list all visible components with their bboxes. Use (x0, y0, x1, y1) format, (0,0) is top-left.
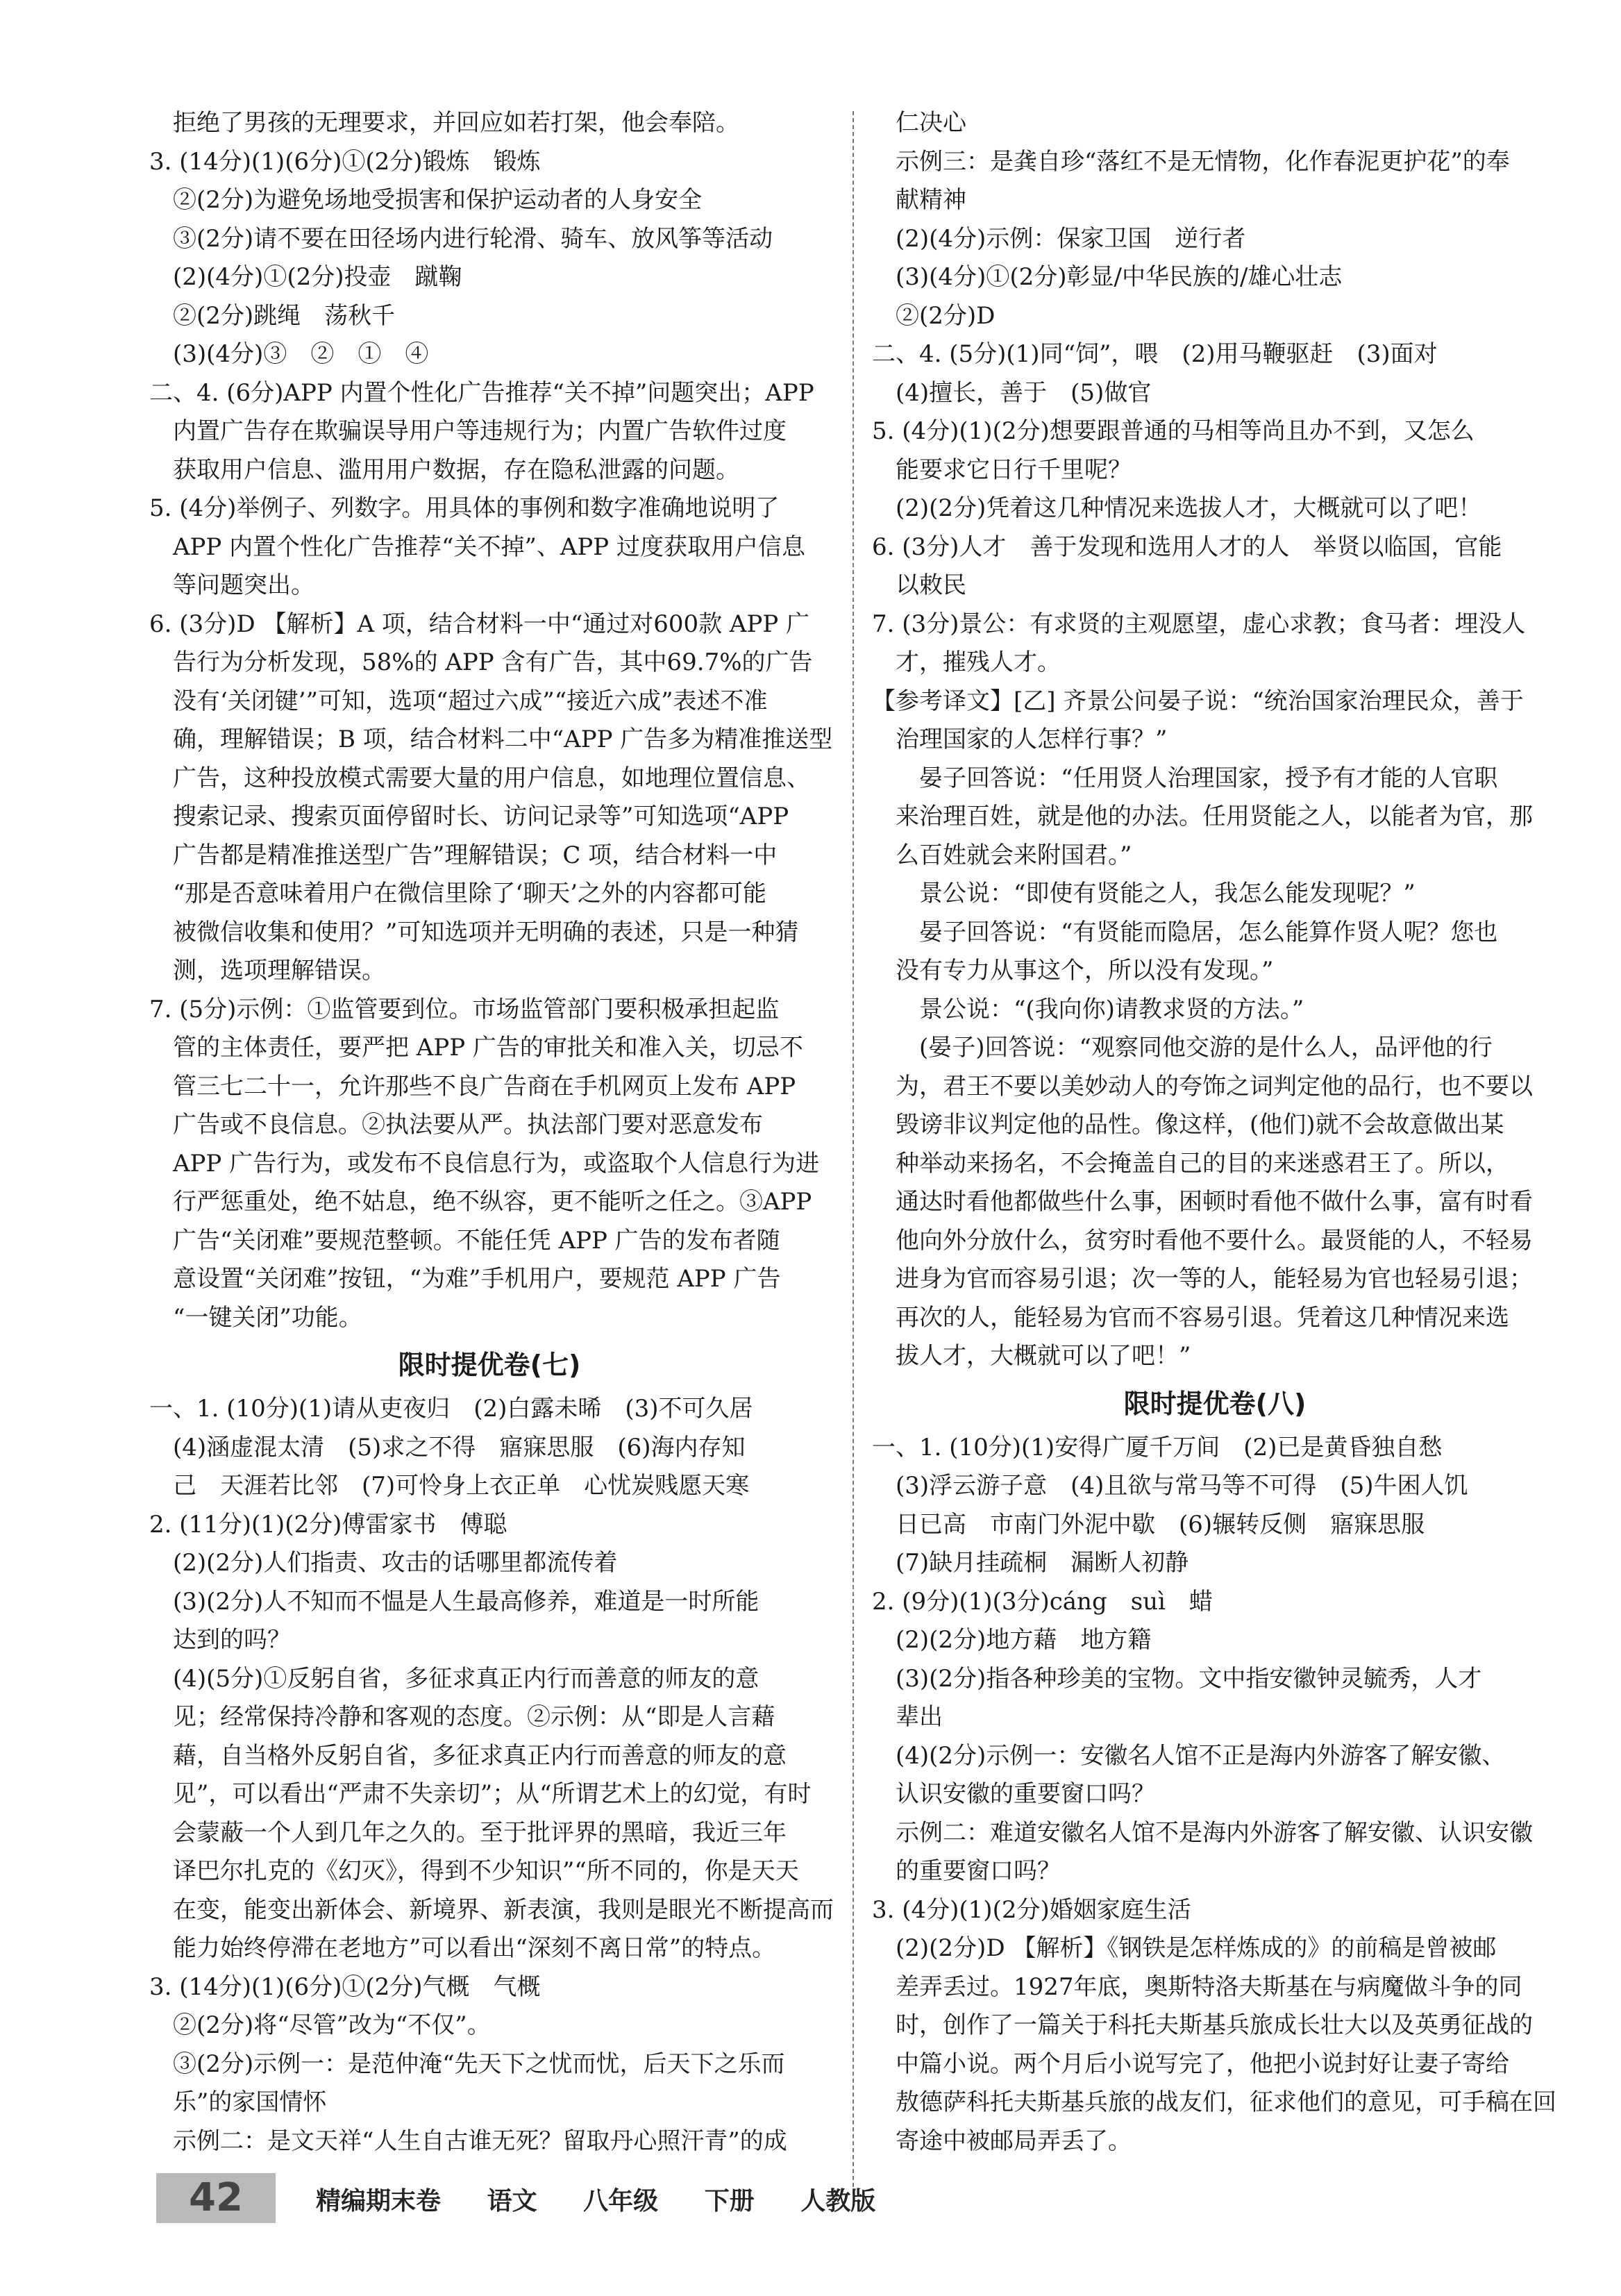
text-line: 乐”的家国情怀 (173, 2088, 327, 2116)
text-line: 寄途中被邮局弄丢了。 (896, 2127, 1132, 2155)
text-line: 内置广告存在欺骗误导用户等违规行为；内置广告软件过度 (173, 417, 787, 445)
text-line: 的重要窗口吗？ (896, 1857, 1061, 1885)
text-line: (3)(2分)指各种珍美的宝物。文中指安徽钟灵毓秀，人才 (896, 1664, 1482, 1693)
text-line: 【参考译文】[乙] 齐景公问晏子说：“统治国家治理民众，善于 (872, 687, 1524, 715)
text-line: 时，创作了一篇关于科托夫斯基兵旅成长壮大以及英勇征战的 (896, 2011, 1533, 2039)
text-line: 差弄丢过。1927年底，奥斯特洛夫斯基在与病魔做斗争的同 (896, 1972, 1522, 2001)
text-line: 6. (3分)D 【解析】A 项，结合材料一中“通过对600款 APP 广 (149, 610, 810, 638)
term: 下册 (704, 2187, 755, 2215)
text-line: 5. (4分)举例子、列数字。用具体的事例和数字准确地说明了 (149, 494, 780, 522)
text-line: 日已高 市南门外泥中歇 (6)辗转反侧 寤寐思服 (896, 1510, 1425, 1539)
text-line: 见”，可以看出“严肃不失亲切”；从“所谓艺术上的幻觉，有时 (173, 1780, 812, 1808)
text-line: (7)缺月挂疏桐 漏断人初静 (896, 1549, 1189, 1577)
text-line: 敖德萨科托夫斯基兵旅的战友们，征求他们的意见，可手稿在回 (896, 2088, 1556, 2116)
text-line: (2)(2分)D 【解析】《钢铁是怎样炼成的》的前稿是曾被邮 (896, 1934, 1497, 1962)
text-line: 仁决心 (896, 109, 966, 137)
column-divider (853, 111, 854, 2194)
text-line: 进身为官而容易引退；次一等的人，能轻易为官也轻易引退； (896, 1265, 1533, 1293)
text-line: 中篇小说。两个月后小说写完了，他把小说封好让妻子寄给 (896, 2050, 1509, 2078)
text-line: 为，君王不要以美妙动人的夸饰之词判定他的品行，也不要以 (896, 1072, 1533, 1100)
text-line: 献精神 (896, 186, 966, 214)
text-line: 种举动来扬名，不会掩盖自己的目的来迷惑君王了。所以， (896, 1149, 1509, 1178)
text-line: 以敕民 (896, 571, 966, 599)
text-line: 2. (9分)(1)(3分)cáng suì 蜡 (872, 1587, 1213, 1616)
text-line: (3)(4分)③ ② ① ④ (173, 340, 429, 368)
text-line: “那是否意味着用户在微信里除了‘聊天’之外的内容都可能 (173, 880, 766, 907)
text-line: ②(2分)D (896, 301, 996, 330)
text-line: 7. (5分)示例：①监管要到位。市场监管部门要积极承担起监 (149, 995, 780, 1023)
text-line: 辈出 (896, 1703, 943, 1731)
text-line: (3)(2分)人不知而不愠是人生最高修养，难道是一时所能 (173, 1587, 759, 1616)
grade: 八年级 (583, 2187, 659, 2215)
text-line: 译巴尔扎克的《幻灭》，得到不少知识”“所不同的，你是天天 (173, 1857, 799, 1885)
text-line: 在变，能变出新体会、新境界、新表演，我则是眼光不断提高而 (173, 1895, 834, 1924)
text-line: 藉，自当格外反躬自省，多征求真正内行而善意的师友的意 (173, 1741, 787, 1770)
text-line: 认识安徽的重要窗口吗？ (896, 1780, 1155, 1808)
text-line: (4)(5分)①反躬自省，多征求真正内行而善意的师友的意 (173, 1664, 759, 1693)
text-line: 没有专力从事这个，所以没有发现。” (896, 957, 1274, 984)
text-line: 能要求它日行千里呢？ (896, 455, 1132, 484)
section-title: 限时提优卷(七) (398, 1350, 581, 1380)
text-line: 示例三：是龚自珍“落红不是无情物，化作春泥更护花”的奉 (896, 147, 1510, 176)
footer-book-info (316, 2181, 896, 2217)
text-line: ②(2分)跳绳 荡秋千 (173, 301, 396, 330)
text-line: (2)(4分)示例：保家卫国 逆行者 (896, 224, 1246, 253)
text-line: APP 广告行为，或发布不良信息行为，或盗取个人信息行为进 (173, 1149, 820, 1178)
text-line: 晏子回答说：“有贤能而隐居，怎么能算作贤人呢？您也 (919, 918, 1498, 946)
text-line: ③(2分)示例一：是范仲淹“先天下之忧而忧，后天下之乐而 (173, 2050, 785, 2078)
text-line: 来治理百姓，就是他的办法。任用贤能之人，以能者为官，那 (896, 803, 1533, 830)
text-line: 一、1. (10分)(1)请从吏夜归 (2)白露未晞 (3)不可久居 (149, 1395, 753, 1423)
text-line: 拔人才，大概就可以了吧！” (896, 1342, 1191, 1370)
text-line: 5. (4分)(1)(2分)想要跟普通的马相等尚且办不到，又怎么 (872, 417, 1475, 445)
text-line: 他向外分放什么，贫穷时看他不要什么。最贤能的人，不轻易 (896, 1226, 1533, 1255)
text-line: 才，摧残人才。 (896, 648, 1061, 676)
text-line: 7. (3分)景公：有求贤的主观愿望，虚心求教；食马者：埋没人 (872, 610, 1526, 638)
text-line: 广告，这种投放模式需要大量的用户信息，如地理位置信息、 (173, 764, 810, 792)
page-footer (156, 2173, 885, 2225)
text-line: (3)(4分)①(2分)彰显/中华民族的/雄心壮志 (896, 263, 1343, 291)
text-line: 广告“关闭难”要规范整顿。不能任凭 APP 广告的发布者随 (173, 1226, 780, 1255)
text-line: 3. (14分)(1)(6分)①(2分)锻炼 锻炼 (149, 147, 541, 176)
text-line: 获取用户信息、滥用用户数据，存在隐私泄露的问题。 (173, 455, 739, 484)
text-line: 景公说：“即使有贤能之人，我怎么能发现呢？” (919, 880, 1416, 907)
text-line: 毁谤非议判定他的品性。像这样，(他们)就不会故意做出某 (896, 1111, 1504, 1139)
text-line: 被微信收集和使用？”可知选项并无明确的表述，只是一种猜 (173, 918, 799, 946)
text-line: 广告或不良信息。②执法要从严。执法部门要对恶意发布 (173, 1111, 763, 1139)
text-line: 拒绝了男孩的无理要求，并回应如若打架，他会奉陪。 (173, 109, 739, 137)
text-line: 2. (11分)(1)(2分)傅雷家书 傅聪 (149, 1510, 507, 1539)
text-line: 己 天涯若比邻 (7)可怜身上衣正单 心忧炭贱愿天寒 (173, 1472, 750, 1500)
text-line: 管三七二十一，允许那些不良广告商在手机网页上发布 APP (173, 1072, 796, 1100)
text-line: 二、4. (6分)APP 内置个性化广告推荐“关不掉”问题突出；APP (149, 378, 814, 407)
text-line: (4)擅长，善于 (5)做官 (896, 378, 1152, 407)
text-line: 再次的人，能轻易为官而不容易引退。凭着这几种情况来选 (896, 1303, 1509, 1332)
text-line: 告行为分析发现，58%的 APP 含有广告，其中69.7%的广告 (173, 648, 813, 676)
text-line: 3. (14分)(1)(6分)①(2分)气概 气概 (149, 1972, 541, 2001)
text-line: 示例二：难道安徽名人馆不是海内外游客了解安徽、认识安徽 (896, 1818, 1533, 1847)
page-number: 42 (156, 2173, 276, 2223)
text-line: 能力始终停滞在老地方”可以看出“深刻不离日常”的特点。 (173, 1934, 776, 1962)
text-line: 6. (3分)人才 善于发现和选用人才的人 举贤以临国，官能 (872, 533, 1502, 561)
text-line: 测，选项理解错误。 (173, 957, 385, 984)
text-line: (2)(2分)人们指责、攻击的话哪里都流传着 (173, 1549, 618, 1577)
text-line: 达到的吗？ (173, 1626, 291, 1654)
text-line: 等问题突出。 (173, 571, 314, 599)
text-line: APP 内置个性化广告推荐“关不掉”、APP 过度获取用户信息 (173, 533, 805, 561)
text-line: 广告都是精准推送型广告”理解错误；C 项，结合材料一中 (173, 841, 778, 869)
edition: 人教版 (800, 2187, 876, 2215)
text-line: (2)(4分)①(2分)投壶 蹴鞠 (173, 263, 462, 291)
text-line: 行严惩重处，绝不姑息，绝不纵容，更不能听之任之。③APP (173, 1188, 812, 1216)
text-line: 确，理解错误；B 项，结合材料二中“APP 广告多为精准推送型 (173, 726, 833, 753)
text-line: ②(2分)为避免场地受损害和保护运动者的人身安全 (173, 186, 703, 214)
section-title: 限时提优卷(八) (1123, 1388, 1307, 1419)
right-column (872, 104, 1558, 2161)
text-line: (晏子)回答说：“观察同他交游的是什么人，品评他的行 (919, 1034, 1493, 1062)
text-line: 晏子回答说：“任用贤人治理国家，授予有才能的人官职 (919, 764, 1498, 792)
text-line: 意设置“关闭难”按钮，“为难”手机用户，要规范 APP 广告 (173, 1265, 781, 1293)
text-line: (4)(2分)示例一：安徽名人馆不正是海内外游客了解安徽、 (896, 1741, 1506, 1770)
text-line: 3. (4分)(1)(2分)婚姻家庭生活 (872, 1895, 1191, 1924)
book-title: 精编期末卷 (316, 2187, 442, 2215)
text-line: (2)(2分)凭着这几种情况来选拔人才，大概就可以了吧！ (896, 494, 1482, 522)
text-line: 一、1. (10分)(1)安得广厦千万间 (2)已是黄昏独自愁 (872, 1433, 1443, 1461)
text-line: 么百姓就会来附国君。” (896, 841, 1132, 869)
subject: 语文 (487, 2187, 537, 2215)
text-line: “一键关闭”功能。 (173, 1303, 362, 1332)
text-line: 二、4. (5分)(1)同“饲”，喂 (2)用马鞭驱赶 (3)面对 (872, 340, 1438, 368)
text-line: 管的主体责任，要严把 APP 广告的审批关和准入关，切忌不 (173, 1034, 803, 1062)
text-line: 示例二：是文天祥“人生自古谁无死？留取丹心照汗青”的成 (173, 2127, 787, 2155)
left-column (149, 104, 834, 2161)
text-line: 治理国家的人怎样行事？” (896, 726, 1168, 753)
text-line: 会蒙蔽一个人到几年之久的。至于批评界的黑暗，我近三年 (173, 1818, 787, 1847)
text-line: ②(2分)将“尽管”改为“不仅”。 (173, 2011, 491, 2039)
text-line: 没有‘关闭键’”可知，选项“超过六成”“接近六成”表述不准 (173, 687, 768, 715)
text-line: (3)浮云游子意 (4)且欲与常马等不可得 (5)牛困人饥 (896, 1472, 1468, 1500)
text-line: (2)(2分)地方藉 地方籍 (896, 1626, 1152, 1654)
text-line: 见；经常保持冷静和客观的态度。②示例：从“即是人言藉 (173, 1703, 775, 1731)
text-line: ③(2分)请不要在田径场内进行轮滑、骑车、放风筝等活动 (173, 224, 773, 253)
text-line: (4)涵虚混太清 (5)求之不得 寤寐思服 (6)海内存知 (173, 1433, 746, 1461)
text-line: 景公说：“(我向你)请教求贤的方法。” (919, 995, 1304, 1023)
text-line: 搜索记录、搜索页面停留时长、访问记录等”可知选项“APP (173, 803, 789, 830)
text-line: 通达时看他都做些什么事，困顿时看他不做什么事，富有时看 (896, 1188, 1533, 1216)
